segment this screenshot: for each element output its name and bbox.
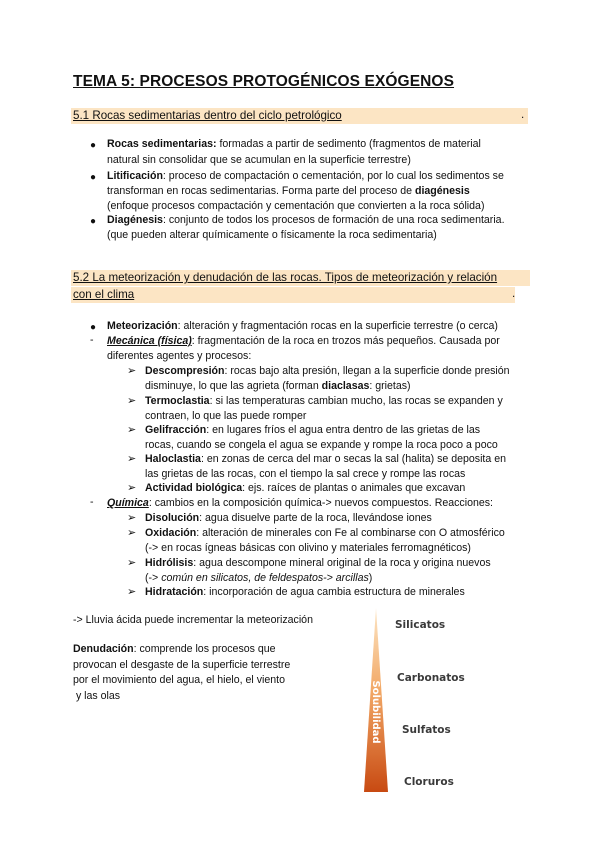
section-2-heading-tail: .: [512, 287, 516, 300]
mecanica-cont: diferentes agentes y procesos:: [107, 350, 252, 362]
bullet-icon: ●: [90, 216, 97, 227]
section-1-heading-text: 5.1 Rocas sedimentarias dentro del ciclo petrológico: [73, 109, 342, 122]
denudacion-line: provocan el desgaste de la superficie terrestre: [73, 659, 291, 671]
sub-item-cont: rocas, cuando se congela el agua se expande y rompe la roca poco a poco: [145, 439, 498, 451]
arrow-bullet-icon: ➢: [127, 453, 137, 465]
sub-item: Actividad biológica: ejs. raíces de plantas o animales que excavan: [145, 482, 466, 494]
arrow-bullet-icon: ➢: [127, 365, 137, 377]
dash-icon: -: [90, 496, 94, 508]
arrow-bullet-icon: ➢: [127, 586, 137, 598]
mecanica-item: Mecánica (física): fragmentación de la roca en trozos más pequeños. Causada por: [107, 335, 500, 347]
sub-item-cont: las grietas de las rocas, con el tiempo la sal crece y rompe las rocas: [145, 468, 466, 480]
denudacion-line: y las olas: [73, 690, 121, 702]
meteorizacion-item: Meteorización: alteración y fragmentación rocas en la superficie terrestre (o cerca): [107, 320, 498, 332]
dash-icon: -: [90, 334, 94, 346]
bullet-icon: ●: [90, 172, 97, 183]
list-item: Litificación: proceso de compactación o cementación, por lo cual los sedimentos se: [107, 170, 504, 182]
section-2-heading-line2: con el clima: [73, 288, 135, 301]
list-item-cont: transforman en rocas sedimentarias. Forma parte del proceso de diagénesis: [107, 185, 470, 197]
sub-item-cont: (-> en rocas ígneas básicas con olivino y materiales ferromagnéticos): [145, 542, 471, 554]
sub-item: Descompresión: rocas bajo alta presión, llegan a la superficie donde presión: [145, 365, 510, 377]
sub-item: Oxidación: alteración de minerales con Fe al combinarse con O atmosférico: [145, 527, 505, 539]
section-1-heading-tail: .: [521, 108, 525, 121]
arrow-bullet-icon: ➢: [127, 482, 137, 494]
arrow-bullet-icon: ➢: [127, 557, 137, 569]
triangle-label-silicatos: Silicatos: [395, 619, 446, 631]
section-2-heading-2: [71, 287, 515, 303]
bullet-icon: ●: [90, 140, 97, 151]
arrow-bullet-icon: ➢: [127, 512, 137, 524]
sub-item-cont: disminuye, lo que las agrieta (forman diaclasas: grietas): [145, 380, 411, 392]
sub-item: Hidratación: incorporación de agua cambia estructura de minerales: [145, 586, 465, 598]
sub-item: Gelifracción: en lugares fríos el agua entra dentro de las grietas de las: [145, 424, 481, 436]
denudacion-line: por el movimiento del agua, el hielo, el viento: [73, 674, 285, 686]
list-item: Diagénesis: conjunto de todos los procesos de formación de una roca sedimentaria.: [107, 214, 505, 226]
list-item-cont: natural sin consolidar que se acumulan en la superficie terrestre): [107, 154, 411, 166]
section-2-heading-line1: 5.2 La meteorización y denudación de las rocas. Tipos de meteorización y relación: [73, 271, 498, 284]
sub-item-cont: (-> común en silicatos, de feldespatos-> arcillas): [145, 572, 373, 584]
arrow-bullet-icon: ➢: [127, 527, 137, 539]
lluvia-note: -> Lluvia ácida puede incrementar la meteorización: [73, 614, 313, 626]
triangle-label-carbonatos: Carbonatos: [397, 672, 465, 684]
solubility-axis-label: Solubilidad: [370, 680, 381, 744]
list-item-cont: (enfoque procesos compactación y cementación que convierten a la roca sólida): [107, 200, 485, 212]
denudacion-line: Denudación: comprende los procesos que: [73, 643, 276, 655]
sub-item: Termoclastia: si las temperaturas cambian mucho, las rocas se expanden y: [145, 395, 503, 407]
arrow-bullet-icon: ➢: [127, 395, 137, 407]
triangle-label-sulfatos: Sulfatos: [402, 724, 451, 736]
arrow-bullet-icon: ➢: [127, 424, 137, 436]
sub-item: Haloclastia: en zonas de cerca del mar o secas la sal (halita) se deposita en: [145, 453, 506, 465]
quimica-item: Química: cambios en la composición química-> nuevos compuestos. Reacciones:: [107, 497, 493, 509]
section-1-heading: [71, 108, 528, 124]
section-2-heading: [71, 270, 530, 286]
sub-item-cont: contraen, lo que las puede romper: [145, 410, 307, 422]
list-item-cont: (que pueden alterar químicamente o físicamente la roca sedimentaria): [107, 229, 437, 241]
sub-item: Disolución: agua disuelve parte de la roca, llevándose iones: [145, 512, 432, 524]
page-title: TEMA 5: PROCESOS PROTOGÉNICOS EXÓGENOS: [73, 73, 455, 90]
sub-item: Hidrólisis: agua descompone mineral original de la roca y origina nuevos: [145, 557, 491, 569]
triangle-label-cloruros: Cloruros: [404, 776, 454, 788]
list-item: Rocas sedimentarias: formadas a partir de sedimento (fragmentos de material: [107, 138, 481, 150]
bullet-icon: ●: [90, 322, 97, 333]
